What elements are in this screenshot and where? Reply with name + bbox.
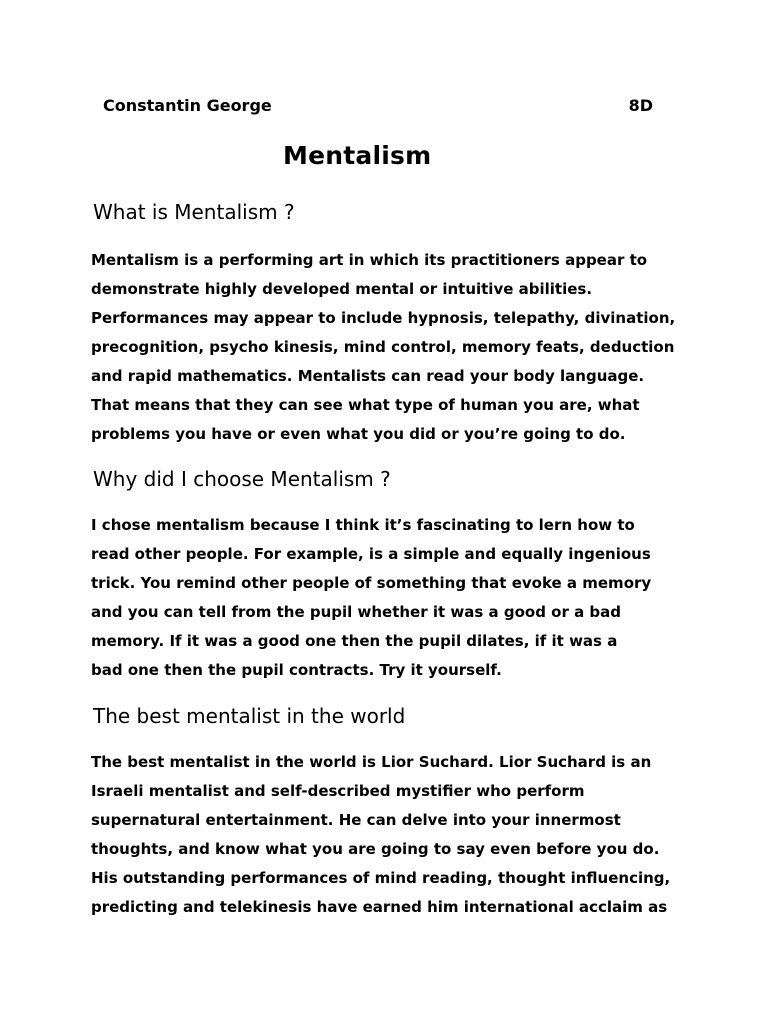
paragraph-line: predicting and telekinesis have earned him international acclaim as [91, 898, 668, 916]
document-header [103, 96, 653, 120]
paragraph-line: Mentalism is a performing art in which its practitioners appear to [91, 251, 648, 269]
paragraph-line: That means that they can see what type of human you are, what [91, 396, 640, 414]
class-label: 8D [628, 96, 653, 115]
paragraph-line: memory. If it was a good one then the pupil dilates, if it was a [91, 632, 618, 650]
section-paragraph-what-is-mentalism [91, 246, 681, 449]
paragraph-line: and you can tell from the pupil whether it was a good or a bad [91, 603, 622, 621]
paragraph-line: bad one then the pupil contracts. Try it yourself. [91, 661, 502, 679]
paragraph-line: The best mentalist in the world is Lior Suchard. Lior Suchard is an [91, 753, 652, 771]
paragraph-line: and rapid mathematics. Mentalists can read your body language. [91, 367, 645, 385]
author-name: Constantin George [103, 96, 272, 115]
paragraph-line: read other people. For example, is a simple and equally ingenious [91, 545, 651, 563]
paragraph-line: problems you have or even what you did or you’re going to do. [91, 425, 626, 443]
paragraph-line: demonstrate highly developed mental or intuitive abilities. [91, 280, 593, 298]
section-paragraph-best-mentalist [91, 748, 681, 922]
paragraph-line: I chose mentalism because I think it’s fascinating to lern how to [91, 516, 635, 534]
document-title: Mentalism [283, 141, 432, 170]
paragraph-line: trick. You remind other people of something that evoke a memory [91, 574, 652, 592]
section-heading-best-mentalist: The best mentalist in the world [93, 704, 406, 728]
section-heading-what-is-mentalism: What is Mentalism ? [93, 200, 295, 224]
section-paragraph-why-mentalism [91, 511, 681, 685]
section-heading-why-mentalism: Why did I choose Mentalism ? [93, 467, 391, 491]
paragraph-line: thoughts, and know what you are going to say even before you do. [91, 840, 660, 858]
paragraph-line: precognition, psycho kinesis, mind control, memory feats, deduction [91, 338, 675, 356]
paragraph-line: Israeli mentalist and self-described mystifier who perform [91, 782, 585, 800]
paragraph-line: Performances may appear to include hypnosis, telepathy, divination, [91, 309, 676, 327]
paragraph-line: His outstanding performances of mind reading, thought influencing, [91, 869, 671, 887]
paragraph-line: supernatural entertainment. He can delve into your innermost [91, 811, 621, 829]
